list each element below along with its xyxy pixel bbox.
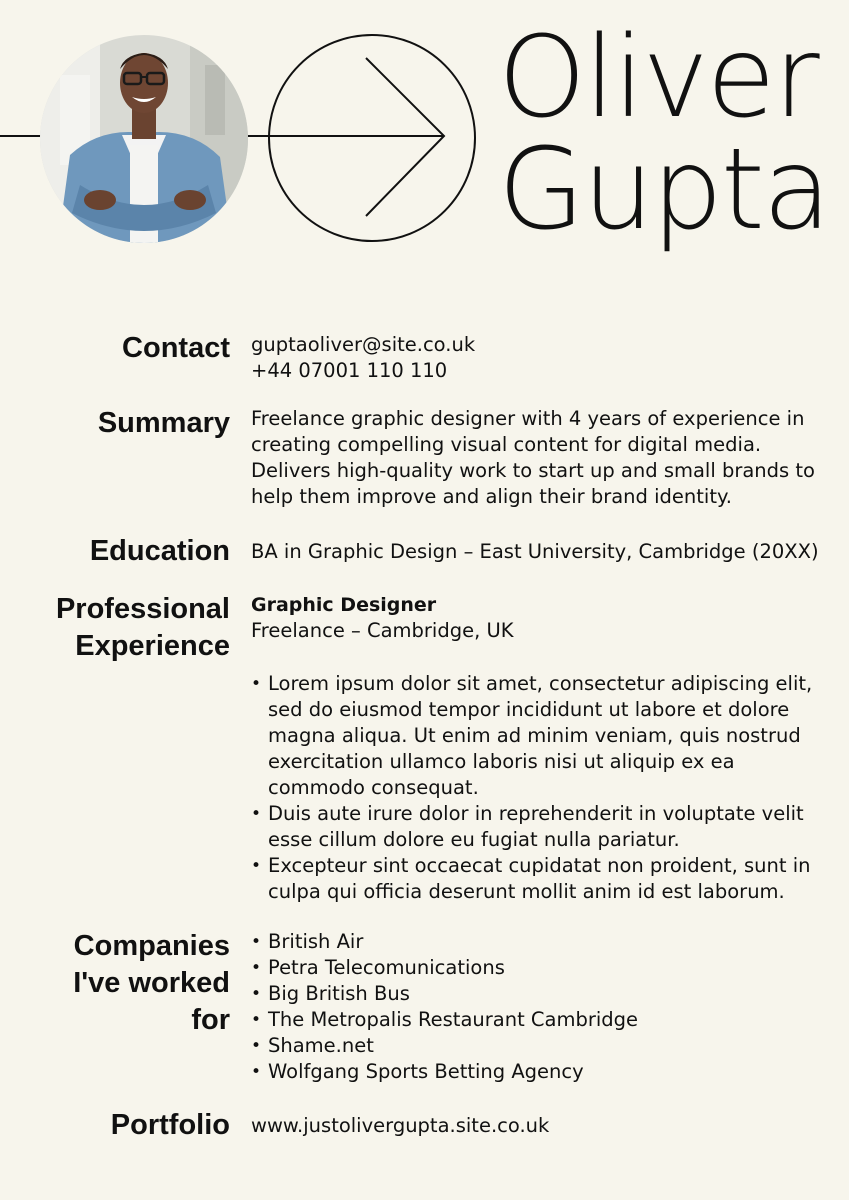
summary-line: help them improve and align their brand identity. xyxy=(251,485,732,508)
education-text xyxy=(251,539,841,565)
bullet-line: magna aliqua. Ut enim ad minim veniam, quis nostrud xyxy=(268,724,801,747)
companies-list xyxy=(251,929,821,1085)
bullet-line: esse cillum dolore eu fugiat nulla pariatur. xyxy=(268,828,680,851)
portrait-photo xyxy=(40,35,248,243)
experience-label-line: Professional xyxy=(55,593,230,625)
contact-content xyxy=(251,332,821,384)
experience-bullets xyxy=(251,671,821,905)
contact-email[interactable]: guptaoliver@site.co.uk xyxy=(251,333,476,356)
bullet-line: • Lorem ipsum dolor sit amet, consectetur adipiscing elit, xyxy=(268,672,813,695)
portfolio-link[interactable]: www.justolivergupta.site.co.uk xyxy=(251,1114,550,1137)
company-item: • British Air xyxy=(251,929,821,955)
bullet-line: culpa qui officia deserunt mollit anim id est laborum. xyxy=(268,880,785,903)
bullet-line: • Duis aute irure dolor in reprehenderit in voluptate velit xyxy=(268,802,804,825)
first-name: Oliver xyxy=(498,13,818,143)
contact-phone[interactable]: +44 07001 110 110 xyxy=(251,359,448,382)
summary-line: Freelance graphic designer with 4 years of experience in xyxy=(251,407,805,430)
experience-label xyxy=(56,591,230,665)
companies-label-line: Companies xyxy=(73,930,230,962)
portrait-photo-icon xyxy=(40,35,248,243)
portfolio-label: Portfolio xyxy=(110,1109,230,1141)
job-subtitle: Freelance – Cambridge, UK xyxy=(251,619,514,642)
experience-content xyxy=(251,592,821,644)
companies-label-line: for xyxy=(191,1004,230,1036)
bullet-line: commodo consequat. xyxy=(268,776,479,799)
company-item: • Big British Bus xyxy=(251,981,821,1007)
list-item xyxy=(251,801,821,853)
company-item: • Wolfgang Sports Betting Agency xyxy=(251,1059,821,1085)
summary-text xyxy=(251,406,821,510)
contact-label: Contact xyxy=(122,332,230,364)
job-title: Graphic Designer xyxy=(251,594,437,616)
companies-label xyxy=(73,928,230,1039)
summary-line: Delivers high-quality work to start up and small brands to xyxy=(251,459,815,482)
summary-line: creating compelling visual content for digital media. xyxy=(251,433,762,456)
company-item: • Shame.net xyxy=(251,1033,821,1059)
bullet-line: • Excepteur sint occaecat cupidatat non proident, sunt in xyxy=(268,854,811,877)
last-name: Gupta xyxy=(498,125,830,255)
bullet-line: sed do eiusmod tempor incididunt ut labore et dolore xyxy=(268,698,790,721)
company-item: • The Metropalis Restaurant Cambridge xyxy=(251,1007,821,1033)
list-item xyxy=(251,853,821,905)
portfolio-content xyxy=(251,1113,821,1139)
bullet-line: exercitation ullamco laboris nisi ut aliquip ex ea xyxy=(268,750,735,773)
experience-label-line: Experience xyxy=(75,630,230,662)
summary-label: Summary xyxy=(97,407,230,439)
education-label: Education xyxy=(89,535,230,567)
company-item: • Petra Telecomunications xyxy=(251,955,821,981)
education-entry: BA in Graphic Design – East University, Cambridge (20XX) xyxy=(251,540,819,563)
list-item xyxy=(251,671,821,801)
full-name xyxy=(498,13,830,255)
companies-label-line: I've worked xyxy=(73,967,230,999)
